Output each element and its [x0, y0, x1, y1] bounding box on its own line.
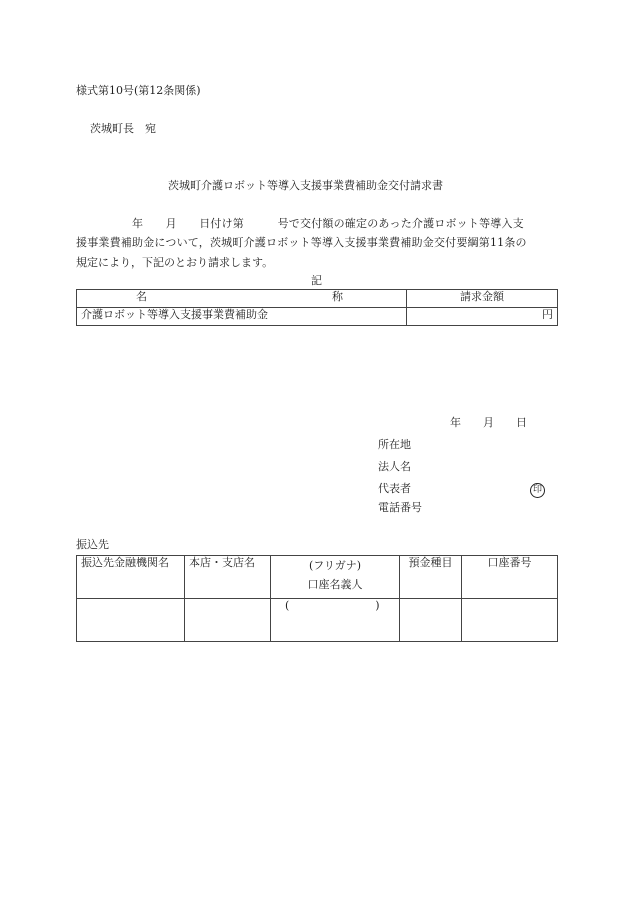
phone-label: 電話番号: [378, 501, 422, 514]
branch-cell: [185, 599, 271, 642]
date: 年 月 日: [450, 416, 527, 429]
header-name: 名 称: [77, 290, 407, 308]
address-label: 所在地: [378, 438, 411, 451]
header-account-number: 口座番号: [462, 556, 558, 599]
transfer-label: 振込先: [76, 538, 109, 551]
body-line: 援事業費補助金について，茨城町介護ロボット等導入支援事業費補助金交付要綱第11条の: [76, 236, 527, 249]
body-line: 規定により，下記のとおり請求します。: [76, 256, 274, 269]
addressee: 茨城町長 宛: [90, 122, 156, 135]
header-branch: 本店・支店名: [185, 556, 271, 599]
header-deposit-type: 預金種目: [400, 556, 462, 599]
transfer-table: [76, 555, 558, 642]
representative-label: 代表者: [378, 482, 411, 495]
row-name: 介護ロボット等導入支援事業費補助金: [77, 308, 407, 326]
bank-cell: [77, 599, 185, 642]
deposit-type-cell: [400, 599, 462, 642]
account-number-cell: [462, 599, 558, 642]
seal-icon: 印: [530, 482, 545, 498]
holder-cell: ( ): [271, 599, 400, 642]
document-title: 茨城町介護ロボット等導入支援事業費補助金交付請求書: [168, 179, 443, 192]
body-line: 年 月 日付け第 号で交付額の確定のあった介護ロボット等導入支: [76, 217, 524, 230]
claim-table: [76, 289, 558, 326]
form-number: 様式第10号(第12条関係): [76, 84, 201, 97]
header-amount: 請求金額: [407, 290, 558, 308]
row-amount: 円: [407, 308, 558, 326]
corp-name-label: 法人名: [378, 460, 411, 473]
header-bank: 振込先金融機関名: [77, 556, 185, 599]
ki-label: 記: [311, 274, 322, 287]
header-holder: (フリガナ) 口座名義人: [271, 556, 400, 599]
